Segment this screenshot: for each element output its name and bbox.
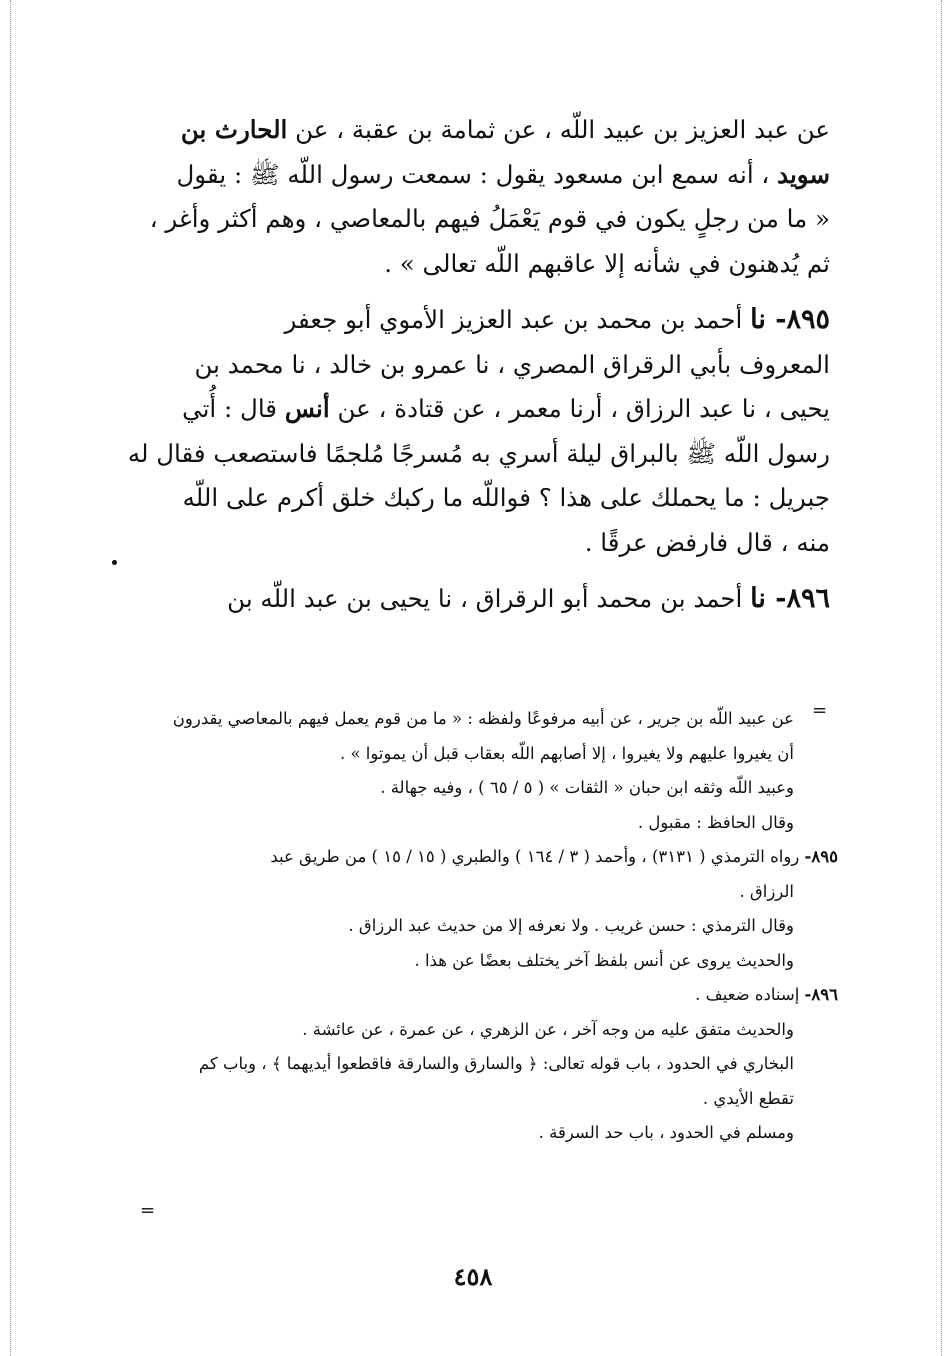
- footnote-line: أن يغيروا عليهم ولا يغيروا ، إلا أصابهم اللّه بعقاب قبل أن يموتوا » .: [339, 743, 794, 763]
- scan-border-left: [10, 0, 11, 1356]
- text-span: عن عبد العزيز بن عبيد اللّه ، عن ثمامة بن عقبة ، عن: [287, 115, 830, 144]
- text-span: أحمد بن محمد بن عبد العزيز الأموي أبو جعفر: [284, 305, 751, 334]
- main-line: المعروف بأبي الرقراق المصري ، نا عمرو بن خالد ، نا محمد بن: [194, 349, 830, 379]
- footnote-line: عن عبيد اللّه بن جرير ، عن أبيه مرفوعًا ولفظه : « ما من قوم يعمل فيهم بالمعاصي يقدرون: [172, 709, 794, 728]
- continuation-mark: =: [140, 1200, 156, 1221]
- footnote-number: ٨٩٦-: [804, 985, 838, 1004]
- main-line: [118, 387, 830, 432]
- page-number: ٤٥٨: [453, 1262, 493, 1291]
- footnote-line: وقال الحافظ : مقبول .: [637, 812, 794, 832]
- text-span: أحمد بن محمد أبو الرقراق ، نا يحيى بن عبد اللّه بن: [227, 584, 751, 613]
- main-text: [118, 108, 830, 622]
- continuation-mark: =: [812, 700, 828, 721]
- footnote-line: وقال الترمذي : حسن غريب . ولا نعرفه إلا من حديث عبد الرزاق .: [348, 916, 794, 935]
- footnote-number: ٨٩٥-: [804, 847, 838, 866]
- text-span: ، أنه سمع ابن مسعود يقول : سمعت رسول اللّه ﷺ : يقول: [176, 159, 778, 189]
- main-line: « ما من رجلٍ يكون في قوم يَعْمَلُ فيهم بالمعاصي ، وهم أكثر وأغر ،: [149, 204, 830, 233]
- narrator-name: سويد: [777, 159, 830, 189]
- hadith-number: ٨٩٥- نا: [750, 304, 830, 335]
- ink-dot: [112, 560, 117, 565]
- footnote-line: ومسلم في الحدود ، باب حد السرقة .: [538, 1123, 794, 1142]
- main-line: [118, 153, 830, 198]
- text-span: إسناده ضعيف .: [695, 985, 805, 1004]
- scan-border-right: [941, 0, 942, 1356]
- footnotes: [118, 702, 838, 1151]
- main-line: [118, 577, 830, 622]
- narrator-name: أنس: [284, 394, 330, 423]
- main-line: [118, 298, 830, 343]
- footnote-line: والحديث متفق عليه من وجه آخر ، عن الزهري ، عن عمرة ، عن عائشة .: [302, 1019, 794, 1039]
- hadith-number: ٨٩٦- نا: [750, 583, 830, 614]
- footnote-line: [118, 978, 838, 1013]
- footnote-line: البخاري في الحدود ، باب قوله تعالى: ﴿ والسارق والسارقة فاقطعوا أيديهما ﴾ ، وباب كم: [198, 1054, 794, 1073]
- text-span: رواه الترمذي ( ٣١٣١) ، وأحمد ( ٣ / ١٦٤ ) والطبري ( ١٥ / ١٥ ) من طريق عبد: [270, 847, 805, 866]
- main-line: [118, 108, 830, 153]
- text-span: يحيى ، نا عبد الرزاق ، أرنا معمر ، عن قتادة ، عن: [329, 394, 830, 423]
- main-line: جبريل : ما يحملك على هذا ؟ فواللّه ما ركبك خلق أكرم على اللّه: [182, 483, 830, 512]
- footnote-line: الرزاق .: [739, 881, 794, 901]
- main-line: رسول اللّه ﷺ بالبراق ليلة أسري به مُسرجًا مُلجمًا فاستصعب فقال له: [127, 438, 830, 468]
- main-line: ثم يُدهنون في شأنه إلا عاقبهم اللّه تعالى » .: [384, 248, 830, 278]
- main-line: منه ، قال فارفض عرقًا .: [584, 527, 830, 557]
- footnote-line: تقطع الأيدي .: [702, 1088, 794, 1108]
- footnote-line: [118, 840, 838, 875]
- footnote-line: وعبيد اللّه وثقه ابن حبان « الثقات » ( ٥ / ٦٥ ) ، وفيه جهالة .: [380, 778, 794, 797]
- paragraph-gap: [118, 286, 830, 298]
- paragraph-gap: [118, 565, 830, 577]
- footnote-line: والحديث يروى عن أنس بلفظ آخر يختلف بعضًا عن هذا .: [414, 950, 794, 970]
- text-span: قال : أُتي: [182, 394, 285, 423]
- narrator-name: الحارث بن: [180, 115, 288, 144]
